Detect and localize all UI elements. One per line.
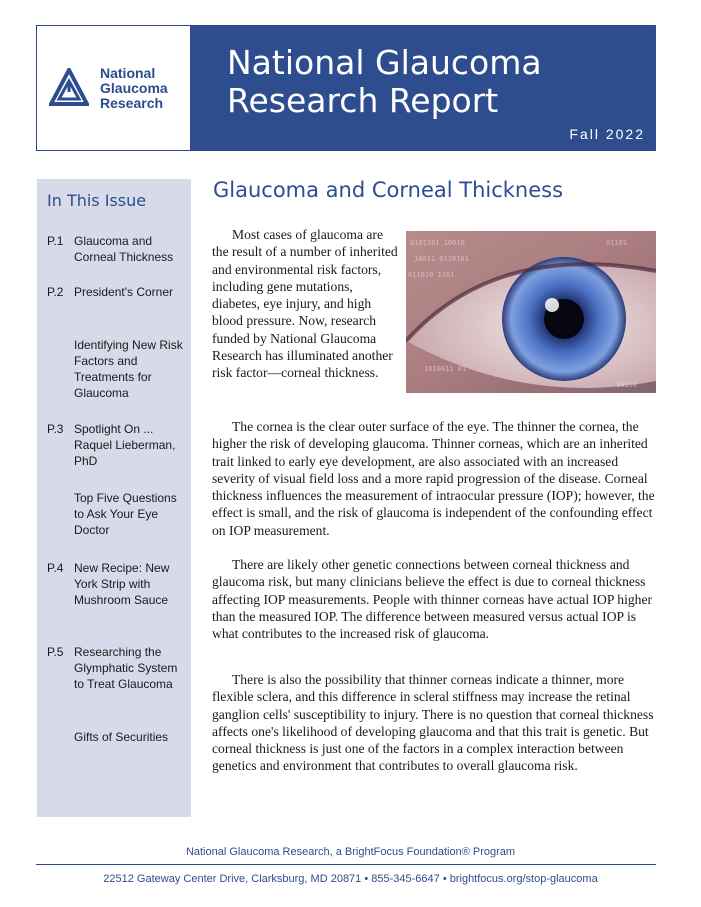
article-paragraph-4: There is also the possibility that thinner corneas indicate a thinner, more flexible sclera, and this difference in scleral stiffness may increase the retinal ganglion cells' susceptibility to injury. There is no question that corneal thickness affects one's likelihood of developing glaucoma and that this trait is genetic. But corneal thickness is just one of the factors in a complex interaction between genetics and environment that contributes to overall glaucoma risk. bbox=[212, 672, 654, 774]
svg-text:10110: 10110 bbox=[616, 381, 638, 389]
logo-text bbox=[100, 66, 168, 111]
svg-text:0101101 10010: 0101101 10010 bbox=[410, 239, 465, 247]
footer-program-line: National Glaucoma Research, a BrightFocus Foundation® Program bbox=[185, 846, 516, 858]
issue-date: Fall 2022 bbox=[569, 126, 645, 142]
toc-page-number: P.3 bbox=[47, 422, 64, 436]
logo-line-1: National bbox=[100, 65, 156, 81]
article-paragraph-1: Most cases of glaucoma are the result of a number of inherited and environmental risk factors, including gene mutations, diabetes, eye injury, and high blood pressure. Now, research funded by National Glaucoma Research has illuminated another risk factor—corneal thickness. bbox=[212, 227, 398, 381]
toc-item-label: Spotlight On ... Raquel Lieberman, PhD bbox=[74, 422, 176, 468]
svg-text:1010011 01: 1010011 01 bbox=[424, 365, 467, 373]
svg-text:01101: 01101 bbox=[606, 239, 628, 247]
toc-page-number: P.1 bbox=[47, 234, 64, 248]
toc-item-label: Glaucoma and Corneal Thickness bbox=[74, 234, 174, 264]
svg-text:011010 1101: 011010 1101 bbox=[408, 271, 455, 279]
in-this-issue-sidebar bbox=[37, 179, 191, 817]
logo[interactable] bbox=[37, 26, 191, 150]
sidebar-title: In This Issue bbox=[47, 191, 147, 210]
article-paragraph-3: There are likely other genetic connections between corneal thickness and glaucoma risk, but many clinicians believe the effect is due to corneal thickness affecting IOP measurements. People with thinner corneas have actual IOP higher than the measured IOP. The difference between measured versus actual IOP is what contributes to the increased risk of glaucoma. bbox=[212, 557, 653, 642]
masthead bbox=[36, 25, 656, 151]
logo-line-3: Research bbox=[100, 95, 164, 111]
toc-page-number: P.2 bbox=[47, 285, 64, 299]
eye-closeup-image bbox=[406, 231, 656, 393]
footer-divider bbox=[36, 864, 656, 865]
logo-triangle-icon bbox=[49, 68, 89, 106]
toc-item-label: Top Five Questions to Ask Your Eye Doctor bbox=[74, 491, 177, 537]
article-paragraph-2: The cornea is the clear outer surface of the eye. The thinner the cornea, the higher the risk of developing glaucoma. Thinner corneas, which are an inherited trait linked to early eye development, are also associated with an increased severity of visual field loss and a more rapid progression of the disease. Corneal thickness influences the measurement of intraocular pressure (IOP); however, the effect is small, and the risk of glaucoma is independent of the confounding effect on IOP measurement. bbox=[212, 419, 655, 538]
toc-page-number: P.5 bbox=[47, 645, 64, 659]
svg-text:10011 0110101: 10011 0110101 bbox=[414, 255, 469, 263]
toc-page-number: P.4 bbox=[47, 561, 64, 575]
toc-item-label: Researching the Glymphatic System to Treat Glaucoma bbox=[74, 645, 178, 691]
logo-line-2: Glaucoma bbox=[100, 80, 168, 96]
report-title-line-1: National Glaucoma bbox=[227, 43, 542, 82]
report-title-line-2: Research Report bbox=[227, 81, 499, 120]
article-title: Glaucoma and Corneal Thickness bbox=[213, 178, 564, 202]
toc-item-label: Identifying New Risk Factors and Treatments for Glaucoma bbox=[74, 338, 183, 400]
report-title bbox=[227, 44, 542, 120]
footer-contact-line[interactable]: 22512 Gateway Center Drive, Clarksburg, MD 20871 • 855-345-6647 • brightfocus.org/stop-glaucoma bbox=[103, 873, 598, 885]
toc-item-label: President's Corner bbox=[74, 285, 173, 299]
toc-item-label: Gifts of Securities bbox=[74, 730, 169, 744]
toc-item-label: New Recipe: New York Strip with Mushroom Sauce bbox=[74, 561, 170, 607]
title-banner bbox=[191, 26, 655, 150]
